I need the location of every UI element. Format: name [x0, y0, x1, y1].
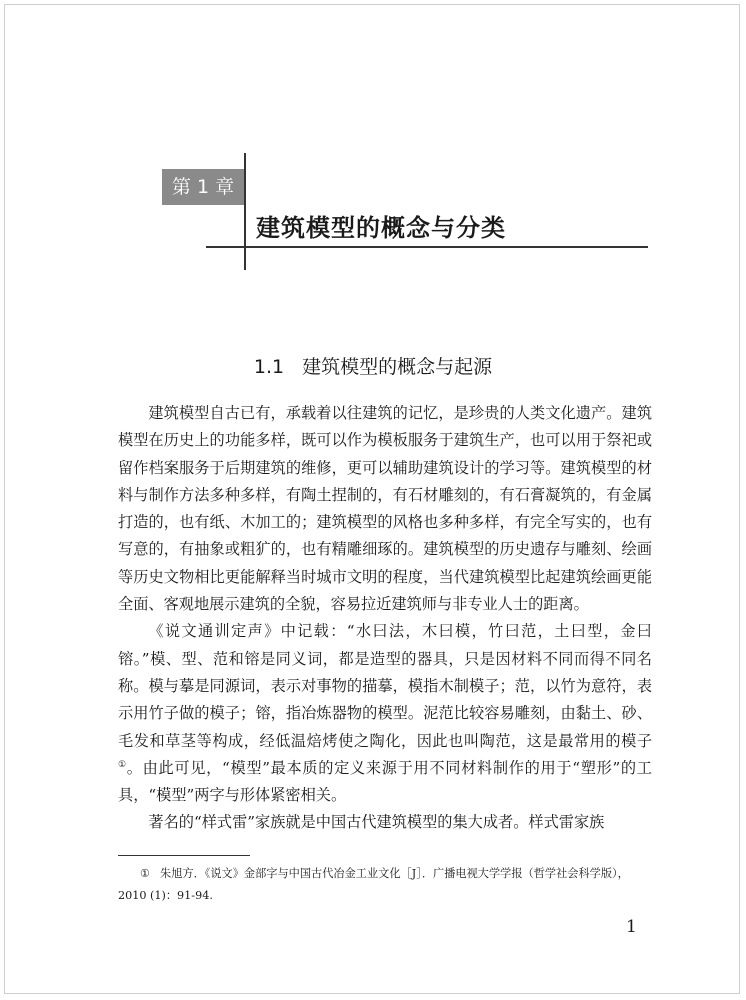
chapter-title: 建筑模型的概念与分类: [256, 214, 506, 242]
footnote: [118, 863, 654, 907]
section-title: 建筑模型的概念与起源: [302, 356, 493, 378]
page-number: 1: [626, 917, 637, 937]
chapter-vertical-rule: [244, 153, 246, 270]
section-number: 1.1: [253, 356, 285, 378]
paragraph-text: 《说文通训定声》中记载：“水曰法，木曰模，竹曰范，土曰型，金曰镕。”模、型、范和镕是同义词，都是造型的器具，只是因材料不同而得不同名称。模与摹是同源词，表示对事物的描摹，模指木制模子；范，以竹为意符，表示用竹子做的模子；镕，指冶炼器物的模型。泥范比较容易雕刻，由黏土、砂、毛发和草茎等构成，经低温焙烤使之陶化，因此也叫陶范，这是最常用的模子: [118, 622, 652, 750]
chapter-number-badge: 第 1 章: [162, 169, 244, 205]
body-text: [118, 400, 652, 837]
chapter-horizontal-rule: [206, 246, 648, 248]
footnote-separator: [118, 855, 250, 856]
paragraph: 建筑模型自古已有，承载着以往建筑的记忆，是珍贵的人类文化遗产。建筑模型在历史上的功能多样，既可以作为模板服务于建筑生产，也可以用于祭祀或留作档案服务于后期建筑的维修，更可以辅助建筑设计的学习等。建筑模型的材料与制作方法多种多样，有陶土捏制的，有石材雕刻的，有石膏凝筑的，有金属打造的，也有纸、木加工的；建筑模型的风格也多种多样，有完全写实的，也有写意的，有抽象或粗犷的，也有精雕细琢的。建筑模型的历史遗存与雕刻、绘画等历史文物相比更能解释当时城市文明的程度，当代建筑模型比起建筑绘画更能全面、客观地展示建筑的全貌，容易拉近建筑师与非专业人士的距离。: [118, 404, 652, 614]
paragraph-text: 。由此可见，“模型”最本质的定义来源于用不同材料制作的用于“塑形”的工具，“模型”两字与形体紧密相关。: [118, 758, 652, 805]
footnote-marker: ①: [140, 867, 151, 880]
section-heading: [0, 354, 746, 380]
footnote-reference[interactable]: ①: [118, 759, 127, 770]
footnote-text: 朱旭方．《说文》金部字与中国古代冶金工业文化［J］．广播电视大学学报（哲学社会科学版），2010 (1)：91-94.: [118, 867, 629, 902]
paragraph: [118, 618, 652, 809]
paragraph: 著名的“样式雷”家族就是中国古代建筑模型的集大成者。样式雷家族: [148, 813, 605, 832]
